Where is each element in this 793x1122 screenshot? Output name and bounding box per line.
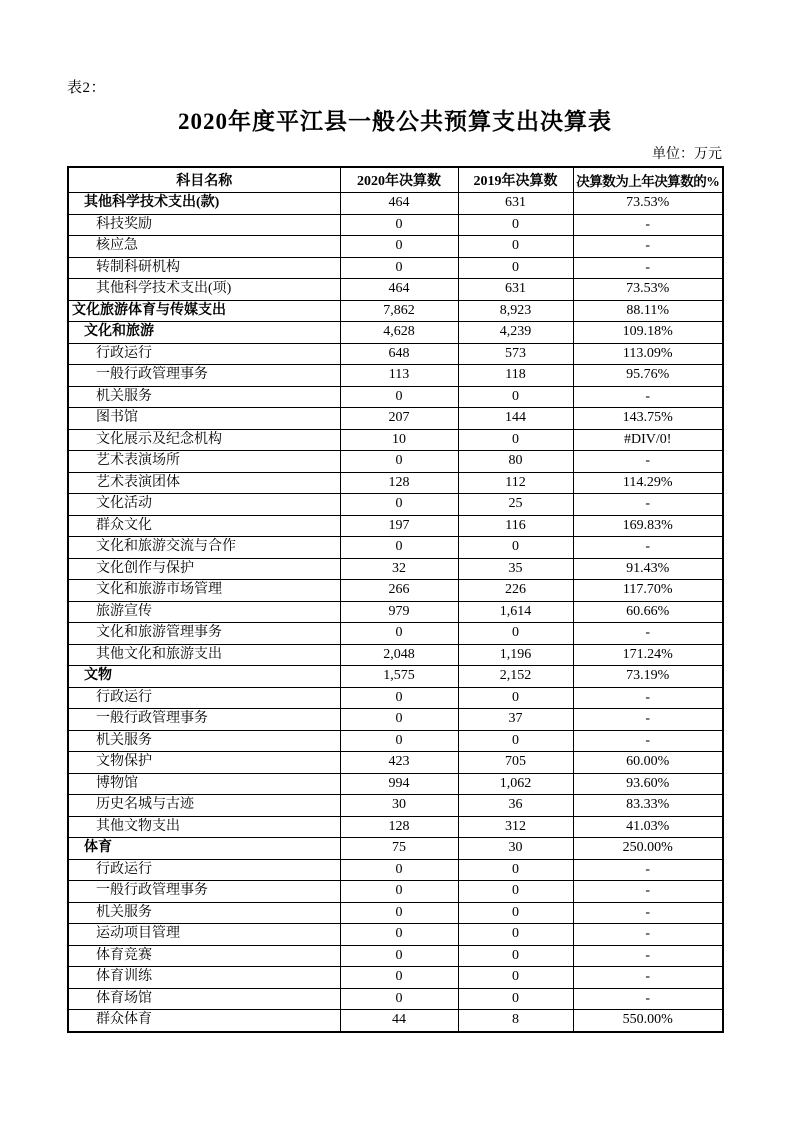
percent-cell: - <box>573 386 723 408</box>
y2019-value-cell: 0 <box>458 537 573 559</box>
subject-name-cell: 一般行政管理事务 <box>68 881 340 903</box>
y2020-value-cell: 32 <box>340 558 458 580</box>
subject-name-cell: 群众文化 <box>68 515 340 537</box>
table-row <box>68 408 723 430</box>
y2020-value-cell: 0 <box>340 494 458 516</box>
y2019-value-cell: 0 <box>458 924 573 946</box>
y2020-value-cell: 30 <box>340 795 458 817</box>
subject-name-cell: 艺术表演团体 <box>68 472 340 494</box>
percent-cell: 143.75% <box>573 408 723 430</box>
y2020-value-cell: 0 <box>340 386 458 408</box>
y2020-value-cell: 0 <box>340 924 458 946</box>
percent-cell: 60.00% <box>573 752 723 774</box>
subject-name-cell: 旅游宣传 <box>68 601 340 623</box>
subject-name-cell: 其他文化和旅游支出 <box>68 644 340 666</box>
percent-cell: 169.83% <box>573 515 723 537</box>
table-row <box>68 945 723 967</box>
y2019-value-cell: 118 <box>458 365 573 387</box>
y2020-value-cell: 4,628 <box>340 322 458 344</box>
y2020-value-cell: 994 <box>340 773 458 795</box>
table-row <box>68 623 723 645</box>
subject-name-cell: 群众体育 <box>68 1010 340 1032</box>
subject-name-cell: 机关服务 <box>68 386 340 408</box>
y2020-value-cell: 113 <box>340 365 458 387</box>
y2020-value-cell: 75 <box>340 838 458 860</box>
percent-cell: - <box>573 859 723 881</box>
percent-cell: 73.19% <box>573 666 723 688</box>
y2019-value-cell: 0 <box>458 988 573 1010</box>
subject-name-cell: 体育训练 <box>68 967 340 989</box>
y2020-value-cell: 0 <box>340 687 458 709</box>
subject-name-cell: 文化旅游体育与传媒支出 <box>68 300 340 322</box>
y2019-value-cell: 0 <box>458 257 573 279</box>
percent-cell: 73.53% <box>573 193 723 215</box>
table-row <box>68 343 723 365</box>
y2019-value-cell: 112 <box>458 472 573 494</box>
percent-cell: - <box>573 709 723 731</box>
y2020-value-cell: 0 <box>340 988 458 1010</box>
y2019-value-cell: 2,152 <box>458 666 573 688</box>
y2019-value-cell: 0 <box>458 967 573 989</box>
percent-cell: 550.00% <box>573 1010 723 1032</box>
subject-name-cell: 转制科研机构 <box>68 257 340 279</box>
y2019-value-cell: 0 <box>458 623 573 645</box>
percent-cell: - <box>573 687 723 709</box>
table-row <box>68 773 723 795</box>
subject-name-cell: 图书馆 <box>68 408 340 430</box>
table-row <box>68 838 723 860</box>
table-row <box>68 300 723 322</box>
y2019-value-cell: 8,923 <box>458 300 573 322</box>
percent-cell: 93.60% <box>573 773 723 795</box>
y2020-value-cell: 423 <box>340 752 458 774</box>
y2019-value-cell: 0 <box>458 429 573 451</box>
table-row <box>68 752 723 774</box>
table-row <box>68 687 723 709</box>
subject-name-cell: 行政运行 <box>68 687 340 709</box>
y2020-value-cell: 0 <box>340 537 458 559</box>
column-header-percent: 决算数为上年决算数的% <box>573 167 723 193</box>
table-row <box>68 515 723 537</box>
table-row <box>68 1010 723 1032</box>
y2020-value-cell: 0 <box>340 881 458 903</box>
subject-name-cell: 文物 <box>68 666 340 688</box>
y2019-value-cell: 226 <box>458 580 573 602</box>
page-title: 2020年度平江县一般公共预算支出决算表 <box>178 109 612 134</box>
table-row <box>68 257 723 279</box>
column-header-subject: 科目名称 <box>68 167 340 193</box>
y2019-value-cell: 0 <box>458 386 573 408</box>
table-row <box>68 214 723 236</box>
percent-cell: 88.11% <box>573 300 723 322</box>
table-row <box>68 236 723 258</box>
y2020-value-cell: 0 <box>340 902 458 924</box>
subject-name-cell: 艺术表演场所 <box>68 451 340 473</box>
subject-name-cell: 博物馆 <box>68 773 340 795</box>
subject-name-cell: 其他文物支出 <box>68 816 340 838</box>
y2019-value-cell: 1,196 <box>458 644 573 666</box>
subject-name-cell: 机关服务 <box>68 730 340 752</box>
y2020-value-cell: 464 <box>340 279 458 301</box>
percent-cell: - <box>573 214 723 236</box>
y2020-value-cell: 44 <box>340 1010 458 1032</box>
subject-name-cell: 其他科学技术支出(款) <box>68 193 340 215</box>
y2019-value-cell: 0 <box>458 859 573 881</box>
y2020-value-cell: 648 <box>340 343 458 365</box>
y2019-value-cell: 631 <box>458 193 573 215</box>
subject-name-cell: 体育场馆 <box>68 988 340 1010</box>
table-row <box>68 537 723 559</box>
table-row <box>68 902 723 924</box>
y2019-value-cell: 0 <box>458 214 573 236</box>
percent-cell: 109.18% <box>573 322 723 344</box>
table-row <box>68 386 723 408</box>
percent-cell: 114.29% <box>573 472 723 494</box>
y2020-value-cell: 0 <box>340 730 458 752</box>
percent-cell: - <box>573 730 723 752</box>
subject-name-cell: 体育竞赛 <box>68 945 340 967</box>
y2019-value-cell: 1,614 <box>458 601 573 623</box>
y2020-value-cell: 0 <box>340 257 458 279</box>
y2019-value-cell: 37 <box>458 709 573 731</box>
y2020-value-cell: 1,575 <box>340 666 458 688</box>
subject-name-cell: 文化和旅游管理事务 <box>68 623 340 645</box>
table-row <box>68 451 723 473</box>
y2020-value-cell: 2,048 <box>340 644 458 666</box>
table-header-row <box>68 167 723 193</box>
table-row <box>68 730 723 752</box>
subject-name-cell: 其他科学技术支出(项) <box>68 279 340 301</box>
y2020-value-cell: 0 <box>340 709 458 731</box>
table-body <box>68 193 723 1032</box>
percent-cell: 171.24% <box>573 644 723 666</box>
y2019-value-cell: 36 <box>458 795 573 817</box>
percent-cell: - <box>573 881 723 903</box>
percent-cell: 117.70% <box>573 580 723 602</box>
subject-name-cell: 行政运行 <box>68 859 340 881</box>
table-row <box>68 472 723 494</box>
y2019-value-cell: 0 <box>458 236 573 258</box>
subject-name-cell: 文化活动 <box>68 494 340 516</box>
percent-cell: 41.03% <box>573 816 723 838</box>
y2020-value-cell: 0 <box>340 236 458 258</box>
y2020-value-cell: 128 <box>340 472 458 494</box>
column-header-2020: 2020年决算数 <box>340 167 458 193</box>
y2019-value-cell: 144 <box>458 408 573 430</box>
subject-name-cell: 一般行政管理事务 <box>68 365 340 387</box>
y2020-value-cell: 128 <box>340 816 458 838</box>
percent-cell: - <box>573 902 723 924</box>
y2019-value-cell: 35 <box>458 558 573 580</box>
subject-name-cell: 一般行政管理事务 <box>68 709 340 731</box>
percent-cell: 95.76% <box>573 365 723 387</box>
percent-cell: #DIV/0! <box>573 429 723 451</box>
percent-cell: - <box>573 924 723 946</box>
y2019-value-cell: 705 <box>458 752 573 774</box>
table-row <box>68 580 723 602</box>
y2019-value-cell: 0 <box>458 687 573 709</box>
table-row <box>68 601 723 623</box>
y2019-value-cell: 4,239 <box>458 322 573 344</box>
y2020-value-cell: 10 <box>340 429 458 451</box>
percent-cell: 73.53% <box>573 279 723 301</box>
percent-cell: - <box>573 451 723 473</box>
percent-cell: 60.66% <box>573 601 723 623</box>
table-row <box>68 558 723 580</box>
table-row <box>68 924 723 946</box>
table-row <box>68 494 723 516</box>
subject-name-cell: 科技奖励 <box>68 214 340 236</box>
percent-cell: - <box>573 945 723 967</box>
table-row <box>68 666 723 688</box>
percent-cell: - <box>573 988 723 1010</box>
y2020-value-cell: 979 <box>340 601 458 623</box>
percent-cell: - <box>573 623 723 645</box>
y2019-value-cell: 631 <box>458 279 573 301</box>
percent-cell: 113.09% <box>573 343 723 365</box>
percent-cell: - <box>573 494 723 516</box>
y2020-value-cell: 0 <box>340 214 458 236</box>
y2020-value-cell: 0 <box>340 451 458 473</box>
subject-name-cell: 文化展示及纪念机构 <box>68 429 340 451</box>
subject-name-cell: 文化和旅游市场管理 <box>68 580 340 602</box>
table-row <box>68 365 723 387</box>
subject-name-cell: 体育 <box>68 838 340 860</box>
table-row <box>68 881 723 903</box>
table-row <box>68 429 723 451</box>
percent-cell: - <box>573 257 723 279</box>
y2019-value-cell: 0 <box>458 945 573 967</box>
table-row <box>68 816 723 838</box>
subject-name-cell: 文化和旅游 <box>68 322 340 344</box>
percent-cell: - <box>573 236 723 258</box>
y2020-value-cell: 0 <box>340 623 458 645</box>
y2019-value-cell: 8 <box>458 1010 573 1032</box>
percent-cell: 91.43% <box>573 558 723 580</box>
unit-note: 单位：万元 <box>652 147 722 162</box>
subject-name-cell: 核应急 <box>68 236 340 258</box>
subject-name-cell: 文化创作与保护 <box>68 558 340 580</box>
table-row <box>68 709 723 731</box>
y2020-value-cell: 266 <box>340 580 458 602</box>
y2020-value-cell: 197 <box>340 515 458 537</box>
percent-cell: 250.00% <box>573 838 723 860</box>
table-row <box>68 795 723 817</box>
column-header-2019: 2019年决算数 <box>458 167 573 193</box>
y2019-value-cell: 1,062 <box>458 773 573 795</box>
y2020-value-cell: 0 <box>340 945 458 967</box>
y2019-value-cell: 80 <box>458 451 573 473</box>
table-row <box>68 193 723 215</box>
percent-cell: - <box>573 967 723 989</box>
table-row <box>68 967 723 989</box>
y2019-value-cell: 116 <box>458 515 573 537</box>
table-row <box>68 859 723 881</box>
subject-name-cell: 机关服务 <box>68 902 340 924</box>
subject-name-cell: 行政运行 <box>68 343 340 365</box>
y2020-value-cell: 464 <box>340 193 458 215</box>
y2019-value-cell: 25 <box>458 494 573 516</box>
table-row <box>68 279 723 301</box>
y2019-value-cell: 312 <box>458 816 573 838</box>
table-row <box>68 322 723 344</box>
sheet-label: 表2： <box>67 80 107 96</box>
y2020-value-cell: 0 <box>340 967 458 989</box>
percent-cell: - <box>573 537 723 559</box>
subject-name-cell: 文化和旅游交流与合作 <box>68 537 340 559</box>
table-row <box>68 988 723 1010</box>
subject-name-cell: 运动项目管理 <box>68 924 340 946</box>
y2020-value-cell: 7,862 <box>340 300 458 322</box>
y2020-value-cell: 0 <box>340 859 458 881</box>
budget-table <box>67 166 724 1033</box>
y2020-value-cell: 207 <box>340 408 458 430</box>
y2019-value-cell: 0 <box>458 902 573 924</box>
subject-name-cell: 历史名城与古迹 <box>68 795 340 817</box>
y2019-value-cell: 0 <box>458 881 573 903</box>
y2019-value-cell: 0 <box>458 730 573 752</box>
y2019-value-cell: 573 <box>458 343 573 365</box>
table-row <box>68 644 723 666</box>
percent-cell: 83.33% <box>573 795 723 817</box>
subject-name-cell: 文物保护 <box>68 752 340 774</box>
y2019-value-cell: 30 <box>458 838 573 860</box>
